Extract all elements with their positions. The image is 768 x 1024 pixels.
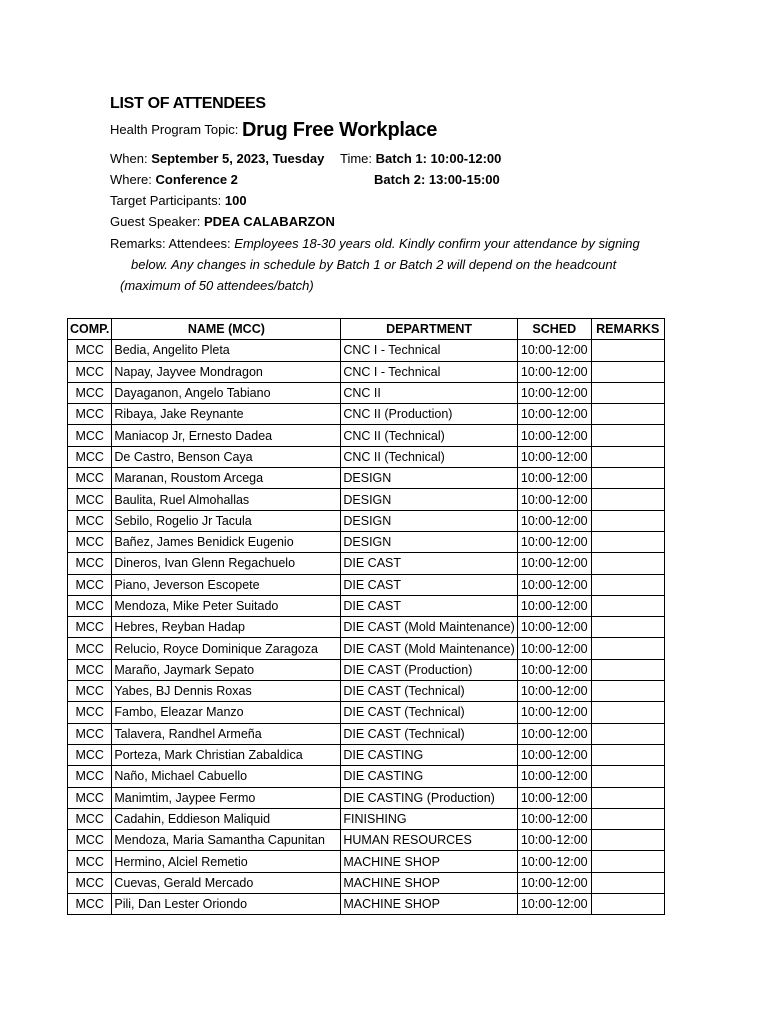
cell-name: Maniacop Jr, Ernesto Dadea — [112, 425, 341, 446]
cell-remarks[interactable] — [591, 723, 664, 744]
cell-name: Bedia, Angelito Pleta — [112, 340, 341, 361]
cell-name: Talavera, Randhel Armeña — [112, 723, 341, 744]
topic-label: Health Program Topic: — [110, 122, 239, 137]
cell-comp: MCC — [68, 489, 112, 510]
cell-name: Naño, Michael Cabuello — [112, 766, 341, 787]
cell-name: Piano, Jeverson Escopete — [112, 574, 341, 595]
cell-department: DESIGN — [341, 489, 517, 510]
cell-department: DIE CAST — [341, 553, 517, 574]
table-row — [68, 744, 665, 765]
remarks-text-2: below. Any changes in schedule by Batch 1 or Batch 2 will depend on the headcount — [131, 257, 617, 272]
target-value: 100 — [224, 193, 247, 208]
cell-sched: 10:00-12:00 — [517, 830, 591, 851]
cell-department: CNC II (Technical) — [341, 446, 517, 467]
cell-remarks[interactable] — [591, 404, 664, 425]
cell-department: CNC II (Production) — [341, 404, 517, 425]
batch1-value: Batch 1: 10:00-12:00 — [375, 151, 502, 166]
table-row — [68, 468, 665, 489]
col-header-name: NAME (MCC) — [112, 319, 341, 340]
cell-department: DIE CAST (Technical) — [341, 681, 517, 702]
cell-name: Hermino, Alciel Remetio — [112, 851, 341, 872]
cell-sched: 10:00-12:00 — [517, 744, 591, 765]
table-row — [68, 425, 665, 446]
cell-remarks[interactable] — [591, 872, 664, 893]
cell-comp: MCC — [68, 830, 112, 851]
cell-department: DIE CAST (Production) — [341, 659, 517, 680]
table-row — [68, 723, 665, 744]
cell-remarks[interactable] — [591, 851, 664, 872]
cell-name: Relucio, Royce Dominique Zaragoza — [112, 638, 341, 659]
table-row — [68, 702, 665, 723]
cell-remarks[interactable] — [591, 808, 664, 829]
remarks-text-1: Employees 18-30 years old. Kindly confirm your attendance by signing — [234, 236, 640, 251]
cell-name: Cuevas, Gerald Mercado — [112, 872, 341, 893]
cell-sched: 10:00-12:00 — [517, 361, 591, 382]
cell-sched: 10:00-12:00 — [517, 702, 591, 723]
cell-name: Maranan, Roustom Arcega — [112, 468, 341, 489]
cell-department: HUMAN RESOURCES — [341, 830, 517, 851]
table-row — [68, 404, 665, 425]
table-row — [68, 830, 665, 851]
cell-name: Maraño, Jaymark Sepato — [112, 659, 341, 680]
cell-remarks[interactable] — [591, 702, 664, 723]
table-row — [68, 553, 665, 574]
cell-department: DIE CAST (Technical) — [341, 702, 517, 723]
cell-remarks[interactable] — [591, 787, 664, 808]
cell-remarks[interactable] — [591, 510, 664, 531]
cell-name: Baulita, Ruel Almohallas — [112, 489, 341, 510]
cell-sched: 10:00-12:00 — [517, 574, 591, 595]
table-body — [68, 340, 665, 915]
cell-remarks[interactable] — [591, 340, 664, 361]
cell-department: DIE CAST (Technical) — [341, 723, 517, 744]
cell-sched: 10:00-12:00 — [517, 404, 591, 425]
cell-comp: MCC — [68, 340, 112, 361]
cell-department: DESIGN — [341, 531, 517, 552]
cell-comp: MCC — [68, 361, 112, 382]
speaker-label: Guest Speaker: — [110, 214, 201, 229]
when-line — [110, 151, 324, 167]
table-row — [68, 787, 665, 808]
cell-sched: 10:00-12:00 — [517, 723, 591, 744]
table-row — [68, 681, 665, 702]
cell-name: Mendoza, Maria Samantha Capunitan — [112, 830, 341, 851]
cell-comp: MCC — [68, 446, 112, 467]
table-row — [68, 617, 665, 638]
cell-sched: 10:00-12:00 — [517, 446, 591, 467]
target-label: Target Participants: — [110, 193, 222, 208]
cell-sched: 10:00-12:00 — [517, 489, 591, 510]
cell-sched: 10:00-12:00 — [517, 808, 591, 829]
cell-sched: 10:00-12:00 — [517, 638, 591, 659]
cell-remarks[interactable] — [591, 766, 664, 787]
cell-remarks[interactable] — [591, 574, 664, 595]
table-row — [68, 659, 665, 680]
cell-name: Pili, Dan Lester Oriondo — [112, 894, 341, 915]
cell-comp: MCC — [68, 766, 112, 787]
cell-sched: 10:00-12:00 — [517, 872, 591, 893]
cell-department: CNC I - Technical — [341, 340, 517, 361]
cell-comp: MCC — [68, 404, 112, 425]
cell-remarks[interactable] — [591, 659, 664, 680]
cell-department: DIE CASTING — [341, 744, 517, 765]
cell-comp: MCC — [68, 808, 112, 829]
cell-sched: 10:00-12:00 — [517, 787, 591, 808]
cell-name: De Castro, Benson Caya — [112, 446, 341, 467]
cell-name: Cadahin, Eddieson Maliquid — [112, 808, 341, 829]
col-header-remarks: REMARKS — [591, 319, 664, 340]
time-line — [340, 151, 501, 167]
cell-department: DIE CAST (Mold Maintenance) — [341, 617, 517, 638]
cell-sched: 10:00-12:00 — [517, 681, 591, 702]
cell-sched: 10:00-12:00 — [517, 595, 591, 616]
cell-comp: MCC — [68, 553, 112, 574]
cell-remarks[interactable] — [591, 361, 664, 382]
attendees-table — [67, 318, 665, 915]
table-row — [68, 510, 665, 531]
document-title: LIST OF ATTENDEES — [110, 95, 266, 112]
table-row — [68, 382, 665, 403]
cell-name: Bañez, James Benidick Eugenio — [112, 531, 341, 552]
where-label: Where: — [110, 172, 152, 187]
table-row — [68, 894, 665, 915]
cell-name: Dineros, Ivan Glenn Regachuelo — [112, 553, 341, 574]
cell-name: Napay, Jayvee Mondragon — [112, 361, 341, 382]
cell-remarks[interactable] — [591, 638, 664, 659]
cell-comp: MCC — [68, 617, 112, 638]
cell-name: Porteza, Mark Christian Zabaldica — [112, 744, 341, 765]
cell-remarks[interactable] — [591, 744, 664, 765]
cell-comp: MCC — [68, 574, 112, 595]
target-line — [110, 193, 247, 209]
cell-remarks[interactable] — [591, 617, 664, 638]
when-value: September 5, 2023, Tuesday — [151, 151, 325, 166]
cell-department: DIE CASTING — [341, 766, 517, 787]
cell-sched: 10:00-12:00 — [517, 468, 591, 489]
col-header-department: DEPARTMENT — [341, 319, 517, 340]
cell-department: CNC II (Technical) — [341, 425, 517, 446]
table-row — [68, 489, 665, 510]
cell-remarks[interactable] — [591, 894, 664, 915]
table-row — [68, 361, 665, 382]
cell-sched: 10:00-12:00 — [517, 510, 591, 531]
cell-department: DIE CAST (Mold Maintenance) — [341, 638, 517, 659]
col-header-sched: SCHED — [517, 319, 591, 340]
cell-name: Mendoza, Mike Peter Suitado — [112, 595, 341, 616]
speaker-line — [110, 214, 335, 230]
cell-name: Hebres, Reyban Hadap — [112, 617, 341, 638]
table-row — [68, 446, 665, 467]
topic-line — [110, 119, 438, 141]
cell-remarks[interactable] — [591, 425, 664, 446]
cell-sched: 10:00-12:00 — [517, 553, 591, 574]
cell-comp: MCC — [68, 723, 112, 744]
cell-comp: MCC — [68, 468, 112, 489]
cell-name: Yabes, BJ Dennis Roxas — [112, 681, 341, 702]
cell-remarks[interactable] — [591, 531, 664, 552]
remarks-text-3: (maximum of 50 attendees/batch) — [120, 278, 314, 293]
cell-remarks[interactable] — [591, 830, 664, 851]
cell-name: Manimtim, Jaypee Fermo — [112, 787, 341, 808]
cell-department: DIE CAST — [341, 574, 517, 595]
cell-sched: 10:00-12:00 — [517, 851, 591, 872]
cell-remarks[interactable] — [591, 595, 664, 616]
cell-name: Fambo, Eleazar Manzo — [112, 702, 341, 723]
cell-department: MACHINE SHOP — [341, 851, 517, 872]
table-row — [68, 574, 665, 595]
cell-comp: MCC — [68, 510, 112, 531]
table-row — [68, 595, 665, 616]
cell-name: Ribaya, Jake Reynante — [112, 404, 341, 425]
cell-department: MACHINE SHOP — [341, 872, 517, 893]
where-line — [110, 172, 238, 188]
cell-department: DIE CASTING (Production) — [341, 787, 517, 808]
cell-sched: 10:00-12:00 — [517, 617, 591, 638]
cell-department: DESIGN — [341, 468, 517, 489]
cell-comp: MCC — [68, 744, 112, 765]
when-label: When: — [110, 151, 148, 166]
table-row — [68, 851, 665, 872]
table-row — [68, 340, 665, 361]
speaker-value: PDEA CALABARZON — [203, 214, 335, 229]
remarks-line-1 — [110, 236, 640, 252]
col-header-comp: COMP. — [68, 319, 112, 340]
batch2-value: Batch 2: 13:00-15:00 — [374, 172, 500, 187]
cell-department: CNC II — [341, 382, 517, 403]
cell-remarks[interactable] — [591, 489, 664, 510]
table-row — [68, 638, 665, 659]
cell-comp: MCC — [68, 894, 112, 915]
cell-name: Sebilo, Rogelio Jr Tacula — [112, 510, 341, 531]
cell-comp: MCC — [68, 851, 112, 872]
where-value: Conference 2 — [155, 172, 238, 187]
cell-comp: MCC — [68, 659, 112, 680]
cell-department: DIE CAST — [341, 595, 517, 616]
remarks-label: Remarks: Attendees: — [110, 236, 231, 251]
cell-comp: MCC — [68, 531, 112, 552]
table-row — [68, 766, 665, 787]
cell-comp: MCC — [68, 787, 112, 808]
cell-sched: 10:00-12:00 — [517, 659, 591, 680]
cell-comp: MCC — [68, 638, 112, 659]
cell-department: MACHINE SHOP — [341, 894, 517, 915]
cell-name: Dayaganon, Angelo Tabiano — [112, 382, 341, 403]
table-row — [68, 808, 665, 829]
cell-comp: MCC — [68, 425, 112, 446]
cell-department: CNC I - Technical — [341, 361, 517, 382]
cell-remarks[interactable] — [591, 468, 664, 489]
table-header-row — [68, 319, 665, 340]
table-row — [68, 872, 665, 893]
cell-remarks[interactable] — [591, 681, 664, 702]
cell-department: FINISHING — [341, 808, 517, 829]
cell-comp: MCC — [68, 702, 112, 723]
cell-sched: 10:00-12:00 — [517, 894, 591, 915]
cell-comp: MCC — [68, 595, 112, 616]
cell-remarks[interactable] — [591, 382, 664, 403]
time-label: Time: — [340, 151, 373, 166]
cell-comp: MCC — [68, 382, 112, 403]
cell-sched: 10:00-12:00 — [517, 425, 591, 446]
topic-value: Drug Free Workplace — [242, 119, 438, 141]
cell-comp: MCC — [68, 681, 112, 702]
cell-department: DESIGN — [341, 510, 517, 531]
cell-sched: 10:00-12:00 — [517, 340, 591, 361]
cell-sched: 10:00-12:00 — [517, 382, 591, 403]
cell-sched: 10:00-12:00 — [517, 766, 591, 787]
table-row — [68, 531, 665, 552]
cell-comp: MCC — [68, 872, 112, 893]
cell-remarks[interactable] — [591, 553, 664, 574]
cell-sched: 10:00-12:00 — [517, 531, 591, 552]
cell-remarks[interactable] — [591, 446, 664, 467]
